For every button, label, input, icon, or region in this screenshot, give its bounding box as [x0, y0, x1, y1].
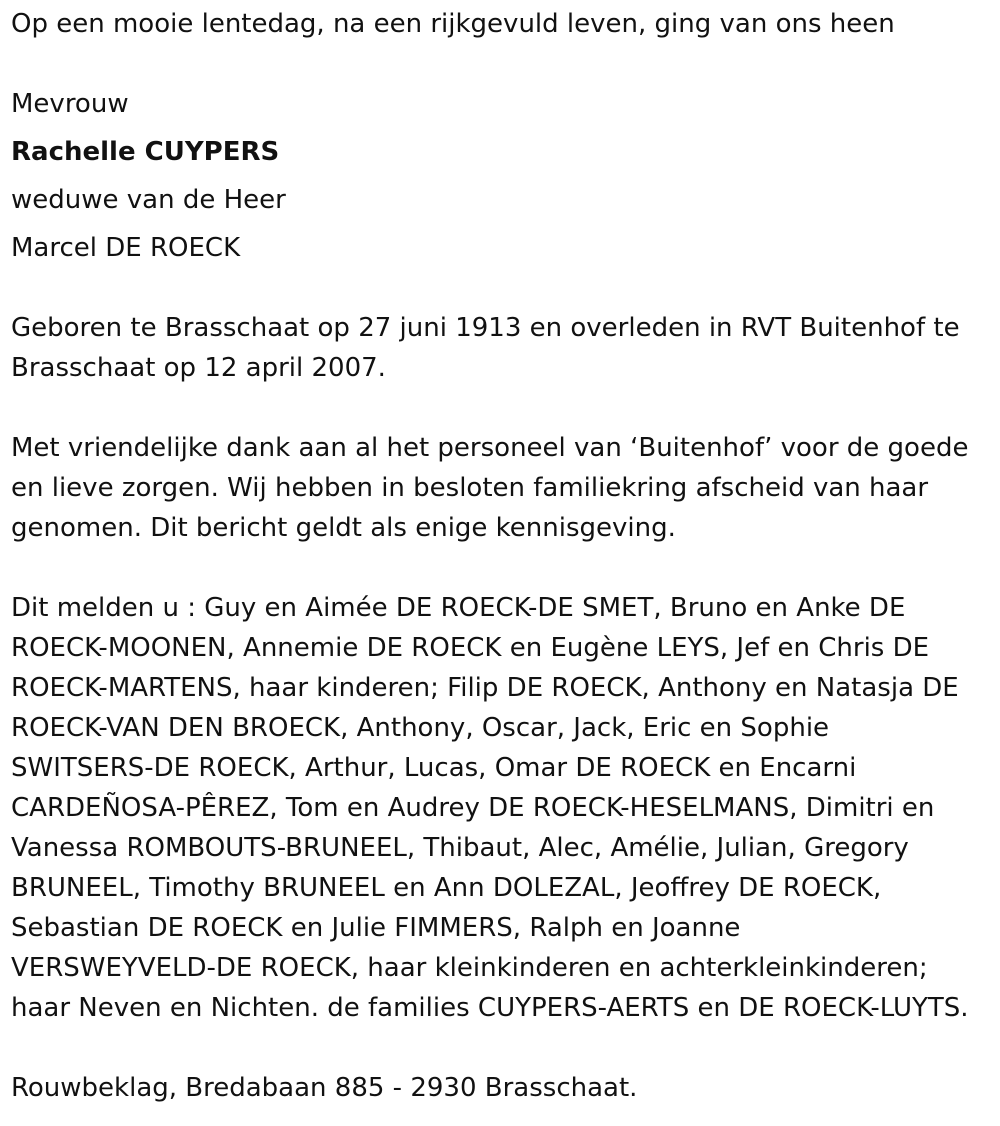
family-line: CARDEÑOSA-PÊREZ, Tom en Audrey DE ROECK-HESELMANS, Dimitri en: [11, 793, 935, 823]
family-line: ROECK-MARTENS, haar kinderen; Filip DE ROECK, Anthony en Natasja DE: [11, 673, 959, 703]
family-line: Dit melden u : Guy en Aimée DE ROECK-DE SMET, Bruno en Anke DE: [11, 593, 906, 623]
family-line: Sebastian DE ROECK en Julie FIMMERS, Ralph en Joanne: [11, 913, 741, 943]
family-line: Vanessa ROMBOUTS-BRUNEEL, Thibaut, Alec, Amélie, Julian, Gregory: [11, 833, 909, 863]
spouse-name: Marcel DE ROECK: [11, 233, 241, 263]
family-line: BRUNEEL, Timothy BRUNEEL en Ann DOLEZAL, Jeoffrey DE ROECK,: [11, 873, 882, 903]
opening-line: Op een mooie lentedag, na een rijkgevuld leven, ging van ons heen: [11, 9, 895, 39]
widow-of-line: weduwe van de Heer: [11, 185, 286, 215]
family-line: haar Neven en Nichten. de families CUYPERS-AERTS en DE ROECK-LUYTS.: [11, 993, 969, 1023]
birth-death-line: Geboren te Brasschaat op 27 juni 1913 en overleden in RVT Buitenhof te: [11, 313, 960, 343]
condolence-address: Rouwbeklag, Bredabaan 885 - 2930 Brasschaat.: [11, 1073, 638, 1103]
family-line: SWITSERS-DE ROECK, Arthur, Lucas, Omar DE ROECK en Encarni: [11, 753, 857, 783]
thanks-line: genomen. Dit bericht geldt als enige kennisgeving.: [11, 513, 676, 543]
family-line: ROECK-VAN DEN BROECK, Anthony, Oscar, Jack, Eric en Sophie: [11, 713, 830, 743]
salutation: Mevrouw: [11, 89, 129, 119]
thanks-line: Met vriendelijke dank aan al het personeel van ‘Buitenhof’ voor de goede: [11, 433, 969, 463]
family-line: ROECK-MOONEN, Annemie DE ROECK en Eugène LEYS, Jef en Chris DE: [11, 633, 930, 663]
deceased-name: Rachelle CUYPERS: [11, 137, 280, 167]
thanks-line: en lieve zorgen. Wij hebben in besloten familiekring afscheid van haar: [11, 473, 929, 503]
birth-death-line: Brasschaat op 12 april 2007.: [11, 353, 386, 383]
family-line: VERSWEYVELD-DE ROECK, haar kleinkinderen en achterkleinkinderen;: [11, 953, 928, 983]
